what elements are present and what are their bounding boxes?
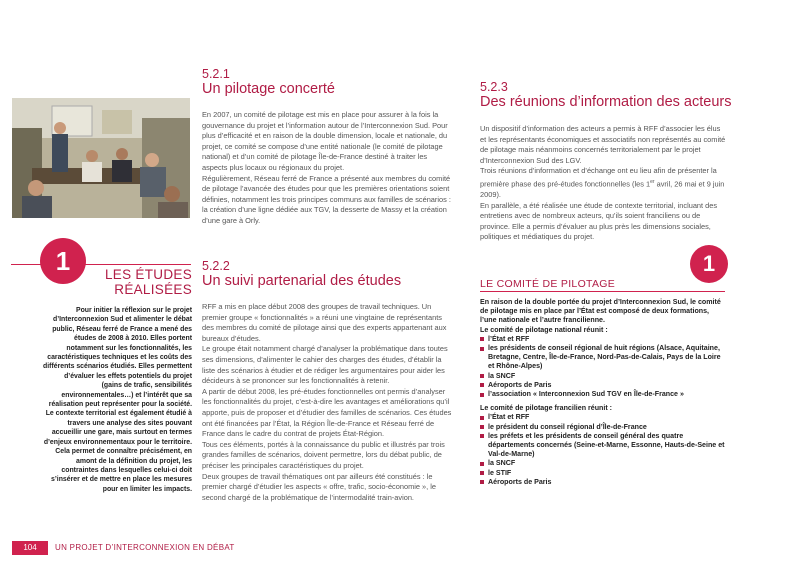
section-522-number: 5.2.2 [202,259,230,273]
list-item: l’État et RFF [480,335,725,344]
ordinal-suffix: er [650,178,655,185]
meeting-photo [12,98,190,218]
pilot-intro: En raison de la double portée du projet d’Interconnexion Sud, le comité de pilotage mis en place par l’État est composé de deux formations, l’une nationale et l’autre francilienne. [480,298,721,325]
pilot-national-list [480,335,725,399]
aside-badge: 1 [40,238,86,284]
section-523-body [480,124,728,243]
aside-title-line2: RÉALISÉES [114,282,192,297]
list-item: les présidents de conseil régional de huit régions (Alsace, Aquitaine, Bretagne, Centre, Île-de-France, Nord-Pas-de-Calais, Pays de la Loire et Rhône-Alpes) [480,344,725,372]
pilot-francilien-list [480,413,725,487]
section-522-paragraph: A partir de début 2008, les pré-études fonctionnelles ont permis d’analyser les fonctionnalités du projet, c’est-à-dire les avantages et améliorations qu’il apporte, puis de proposer et d’étudier des familles de scénarios. Ces études ont été financées par l’État, la Région Île-de-France et Réseau ferré de France dans le cadre du contrat de projets État-Région. [202,386,452,439]
section-522-paragraph: RFF a mis en place début 2008 des groupes de travail techniques. Un premier groupe « fonctionnalités » a réuni une vingtaine de représentants des membres du comité de pilotage ainsi que des experts appartenant aux bureaux d’études. [202,302,447,343]
list-item: Aéroports de Paris [480,478,725,487]
section-523-text: Trois réunions d’information et d’échange ont eu lieu afin de présenter la première phase des pré-études fonctionnelles (les 1 [480,166,717,189]
aside-rule [11,264,191,265]
aside-title [100,267,192,297]
section-521-body [202,110,454,227]
section-522-title: Un suivi partenarial des études [202,273,402,289]
section-523-number: 5.2.3 [480,80,508,94]
section-522-paragraph: Le groupe était notamment chargé d’analyser la problématique dans toutes ses dimensions, d’alimenter le cahier des charges des études, d’établir la liste des scénarios à étudier et de rédiger les argumentaires pour aider les décideurs à se prononcer sur les fonctionnalités à retenir. [202,344,448,386]
pilot-francilien-heading: Le comité de pilotage francilien réunit : [480,404,613,413]
meeting-photo-illustration [12,98,190,218]
list-item: Aéroports de Paris [480,381,725,390]
section-523-title: Des réunions d’information des acteurs [480,94,732,110]
section-522-paragraph: Tous ces éléments, portés à la connaissance du public et illustrés par trois grandes familles de scénarios, doivent permettre, lors du débat public, de préciser les principales caractéristiques du projet. [202,439,445,470]
pilot-rule [480,291,725,292]
section-523-paragraph: Un dispositif d’information des acteurs a permis à RFF d’associer les élus et les représentants économiques et associatifs non représentés au comité de pilotage mais néanmoins concernés territorialement par le projet d’Interconnexion Sud des LGV. [480,124,726,165]
list-item: le président du conseil régional d’Île-de-France [480,423,725,432]
list-item: la SNCF [480,372,725,381]
list-item: le STIF [480,469,725,478]
pilot-badge: 1 [690,245,728,283]
section-522-body [202,302,454,503]
pilot-national-heading: Le comité de pilotage national réunit : [480,325,608,334]
section-522-paragraph: Deux groupes de travail thématiques ont par ailleurs été constitués : le premier chargé d’étudier les aspects « offre, trafic, socio-économie », le second chargé de la problématique de l’intermodalité train-avion. [202,471,437,502]
aside-text: Pour initier la réflexion sur le projet d’Interconnexion Sud et alimenter le débat public, Réseau ferré de France a mené des études de 2008 à 2010. Elles portent notamment sur les fonctionnalités, les caractéristiques techniques et les coûts des différents scénarios étudiés. Elles permettent d’évaluer les effets potentiels du projet (gains de trafic, sensibilités environnementales…) et l’intérêt que sa réalisation peut représenter pour la société. Le contexte territorial est également étudié à travers une analyse des sites pouvant accueillir une gare, mais surtout en termes d’enjeux environnementaux pour le territoire. Cela permet de connaître précisément, en amont de la définition du projet, les contraintes dans lesquelles celui-ci doit s’insérer et de mettre en place les mesures pour en limiter les impacts. [43,307,192,493]
section-521-paragraph: Régulièrement, Réseau ferré de France a présenté aux membres du comité de pilotage l’avancée des études pour que les premières orientations soient définies, notamment les trois principes communs aux familles de scénarios : la création d’une ligne dédiée aux TGV, la desserte de Massy et la création d’une gare à Orly. [202,173,451,225]
section-521-title: Un pilotage concerté [202,81,335,97]
list-item: l’association « Interconnexion Sud TGV en Île-de-France » [480,390,725,399]
list-item: l’État et RFF [480,413,725,422]
pilot-title: LE COMITÉ DE PILOTAGE [480,278,616,290]
section-523-paragraph: En parallèle, a été réalisée une étude de contexte territorial, incluant des entretiens avec de nombreux acteurs, qu’ils soient franciliens ou de province. Elle a permis d’évaluer au plus près les dimensions sociales, politiques et médiatiques du projet. [480,200,718,242]
section-521-number: 5.2.1 [202,67,230,81]
page-number: 104 [12,541,48,555]
aside-title-line1: LES ÉTUDES [104,267,192,282]
pilot-body [480,298,725,487]
section-523-paragraph [480,166,728,200]
section-523-text: avril, 26 mai et 9 juin 2009). [480,179,725,200]
list-item: la SNCF [480,459,725,468]
list-item: les préfets et les présidents de conseil général des quatre départements concernés (Seine-et-Marne, Essonne, Hauts-de-Seine et Val-de-Marne) [480,432,725,460]
section-521-paragraph: En 2007, un comité de pilotage est mis en place pour assurer à la fois la gouvernance du projet et l’information autour de l’Interconnexion Sud. Pour plus d’efficacité et en raison de la double dimension, locale et nationale, du projet, ce comité se compose d’une entité nationale (le comité de pilotage national) et d’un comité de pilotage Île-de-France destiné à traiter les aspects plus locaux ou régionaux du projet. [202,110,448,172]
footer-title: UN PROJET D’INTERCONNEXION EN DÉBAT [55,543,235,552]
